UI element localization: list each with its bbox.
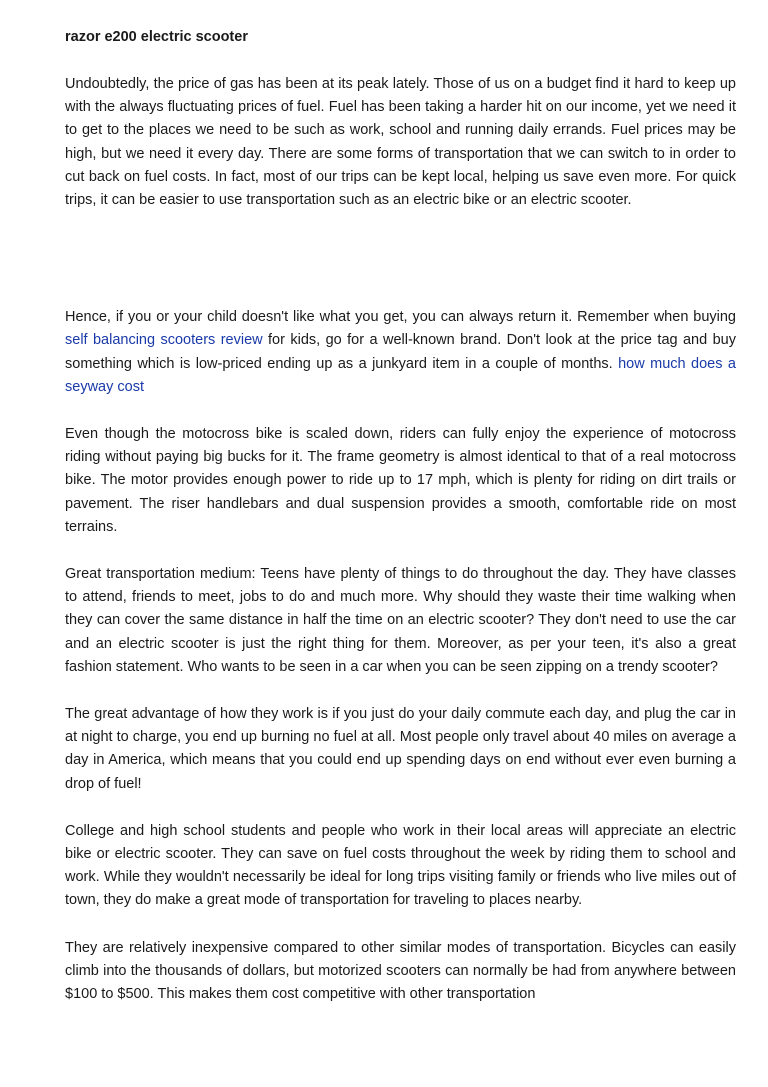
paragraph-motocross: Even though the motocross bike is scaled down, riders can fully enjoy the experience of motocross riding without paying big bucks for it. The frame geometry is almost identical to that of a real motocross bike. The motor provides enough power to ride up to 17 mph, which is plenty for riding on dirt trails or pavement. The riser handlebars and dual suspension provides a smooth, comfortable ride on most terrains. bbox=[65, 426, 736, 535]
paragraph-teens-transportation: Great transportation medium: Teens have plenty of things to do throughout the day. They have classes to attend, friends to meet, jobs to do and much more. Why should they waste their time walking when they can cover the same distance in half the time on an electric scooter? They don't need to use the car and an electric scooter is just the right thing for them. Moreover, as per your teen, it's also a great fashion statement. Who wants to be seen in a car when you can be seen zipping on a trendy scooter? bbox=[65, 566, 736, 675]
paragraph-return-policy bbox=[65, 306, 736, 399]
paragraph-text-segment: for kids, go for a well-known brand. Don't look at the price tag and buy something which is low-priced ending up as a junkyard item in a couple of months. bbox=[65, 332, 736, 372]
self-balancing-scooters-review-link[interactable]: self balancing scooters review bbox=[65, 332, 263, 349]
paragraph-inexpensive: They are relatively inexpensive compared to other similar modes of transportation. Bicycles can easily climb into the thousands of dollars, but motorized scooters can normally be had from anywhere between $100 to $500. This makes them cost competitive with other transportation bbox=[65, 939, 736, 1003]
paragraph-students: College and high school students and people who work in their local areas will appreciate an electric bike or electric scooter. They can save on fuel costs throughout the week by riding them to school and work. While they wouldn't necessarily be ideal for long trips visiting family or friends who live miles out of town, they do make a great mode of transportation for traveling to places nearby. bbox=[65, 822, 736, 909]
document-title: razor e200 electric scooter bbox=[65, 29, 248, 45]
paragraph-text-segment: Hence, if you or your child doesn't like what you get, you can always return it. Remember when buying bbox=[65, 309, 736, 326]
paragraph-daily-commute: The great advantage of how they work is if you just do your daily commute each day, and plug the car in at night to charge, you end up burning no fuel at all. Most people only travel about 40 miles on average a day in America, which means that you could end up spending days on end without ever even burning a drop of fuel! bbox=[65, 706, 736, 792]
paragraph-gas-prices: Undoubtedly, the price of gas has been at its peak lately. Those of us on a budget find it hard to keep up with the always fluctuating prices of fuel. Fuel has been taking a harder hit on our income, yet we need it to get to the places we need to be such as work, school and running daily errands. Fuel prices may be high, but we need it every day. There are some forms of transportation that we can switch to in order to cut back on fuel costs. In fact, most of our trips can be kept local, helping us save even more. For quick trips, it can be easier to use transportation such as an electric bike or an electric scooter. bbox=[65, 76, 736, 209]
seyway-cost-link[interactable]: how much does a seyway cost bbox=[65, 355, 736, 395]
